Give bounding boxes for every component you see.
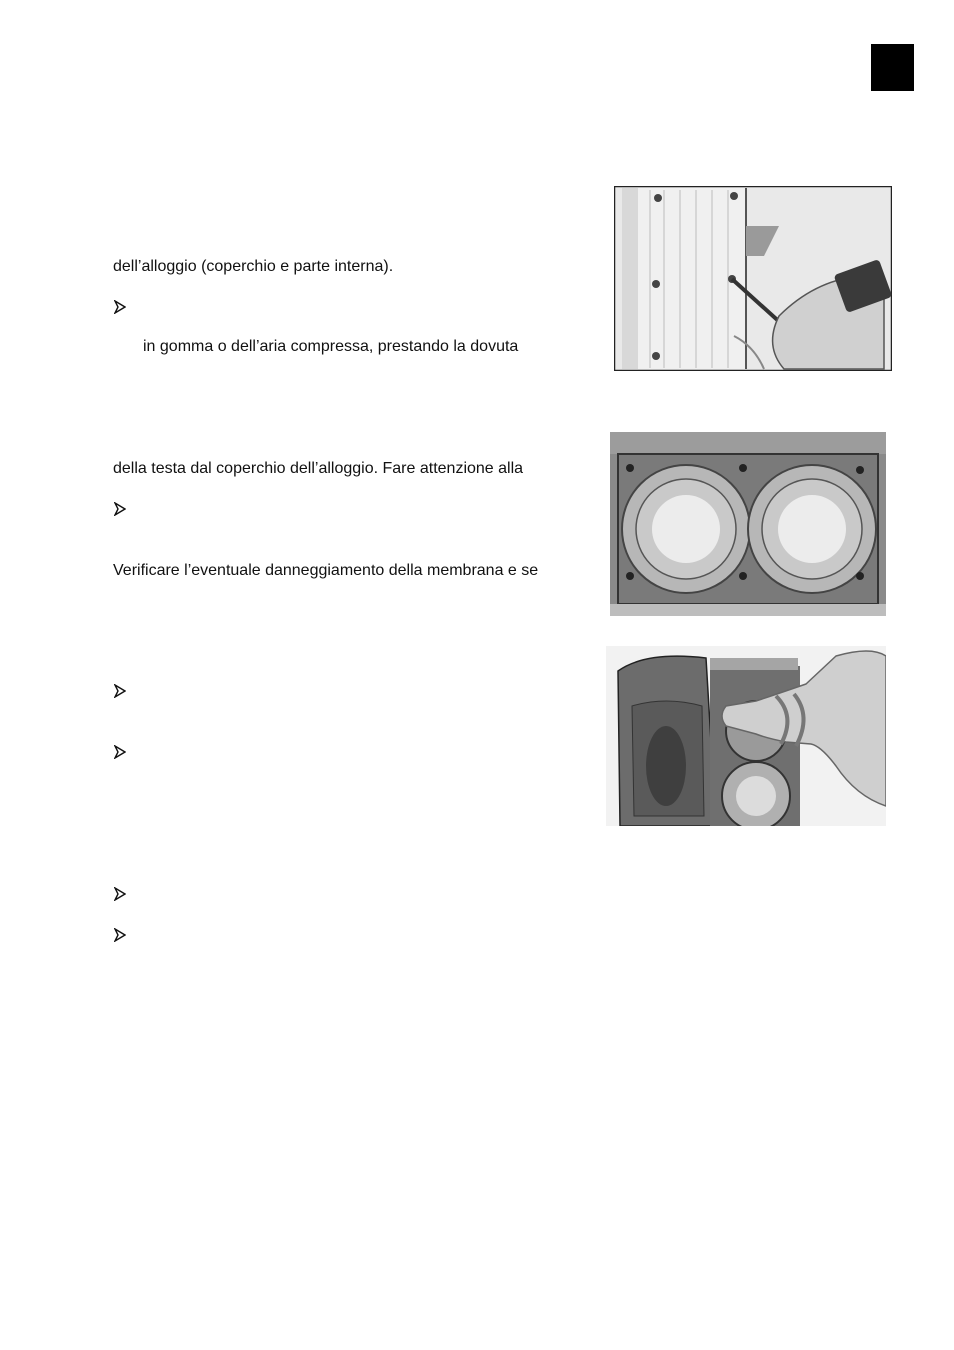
arrowhead-bullet-icon [114,928,126,942]
text-line-testa: della testa dal coperchio dell’alloggio. Fare attenzione alla [113,460,524,477]
arrowhead-bullet-icon [114,502,126,516]
text-line-gomma: in gomma o dell’aria compressa, prestando la dovuta [143,338,519,355]
text-line-verificare: Verificare l’eventuale danneggiamento della membrana e se [113,562,539,579]
arrowhead-bullet-icon [114,887,126,901]
arrowhead-bullet-icon [114,684,126,698]
photo-housing-hand [606,646,886,826]
text-line-alloggio: dell’alloggio (coperchio e parte interna). [113,258,394,275]
photo-screwdriver-housing [614,186,892,371]
arrowhead-bullet-icon [114,300,126,314]
page-tab-marker [871,44,914,91]
photo-two-membranes [610,432,886,616]
arrowhead-bullet-icon [114,745,126,759]
